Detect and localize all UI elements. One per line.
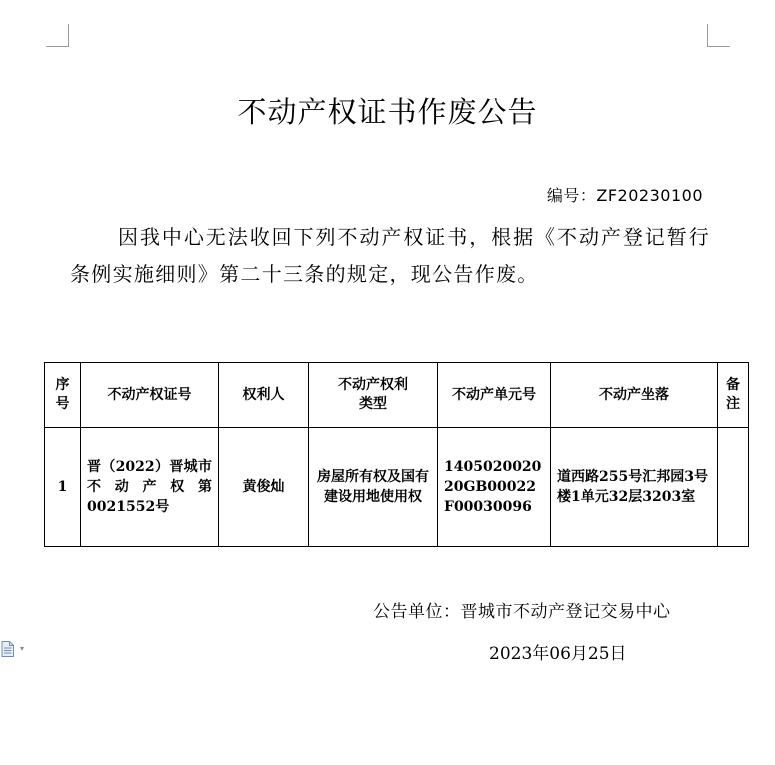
header-location: 不动产坐落 xyxy=(551,363,718,428)
header-owner: 权利人 xyxy=(219,363,309,428)
cell-seq: 1 xyxy=(45,428,81,547)
dropdown-caret-icon[interactable]: ▾ xyxy=(20,644,25,653)
header-unit-no: 不动产单元号 xyxy=(438,363,551,428)
header-right-type: 不动产权利类型 xyxy=(309,363,438,428)
notice-date: 2023年06月25日 xyxy=(489,644,627,664)
document-icon[interactable] xyxy=(1,641,14,657)
document-number: 编号：ZF20230100 xyxy=(546,186,703,205)
cell-owner: 黄俊灿 xyxy=(219,428,309,547)
header-seq: 序号 xyxy=(45,363,81,428)
issuing-organization: 公告单位：晋城市不动产登记交易中心 xyxy=(373,602,671,622)
page-corner-mark-top-left xyxy=(46,24,69,47)
cell-cert-no: 晋（2022）晋城市不动产权第0021552号 xyxy=(81,428,219,547)
cell-remark xyxy=(718,428,749,547)
cell-right-type: 房屋所有权及国有建设用地使用权 xyxy=(309,428,438,547)
page-corner-mark-top-right xyxy=(707,24,730,47)
header-remark: 备注 xyxy=(718,363,749,428)
cell-location: 道西路255号汇邦园3号楼1单元32层3203室 xyxy=(551,428,718,547)
table-header-row xyxy=(45,363,749,428)
header-cert-no: 不动产权证号 xyxy=(81,363,219,428)
page-title: 不动产权证书作废公告 xyxy=(237,95,538,129)
notice-body: 因我中心无法收回下列不动产权证书，根据《不动产登记暂行条例实施细则》第二十三条的规定，现公告作废。 xyxy=(70,225,710,286)
cell-unit-no: 140502002020GB00022F00030096 xyxy=(438,428,551,547)
table-row xyxy=(45,428,749,547)
certificate-table xyxy=(44,362,749,547)
